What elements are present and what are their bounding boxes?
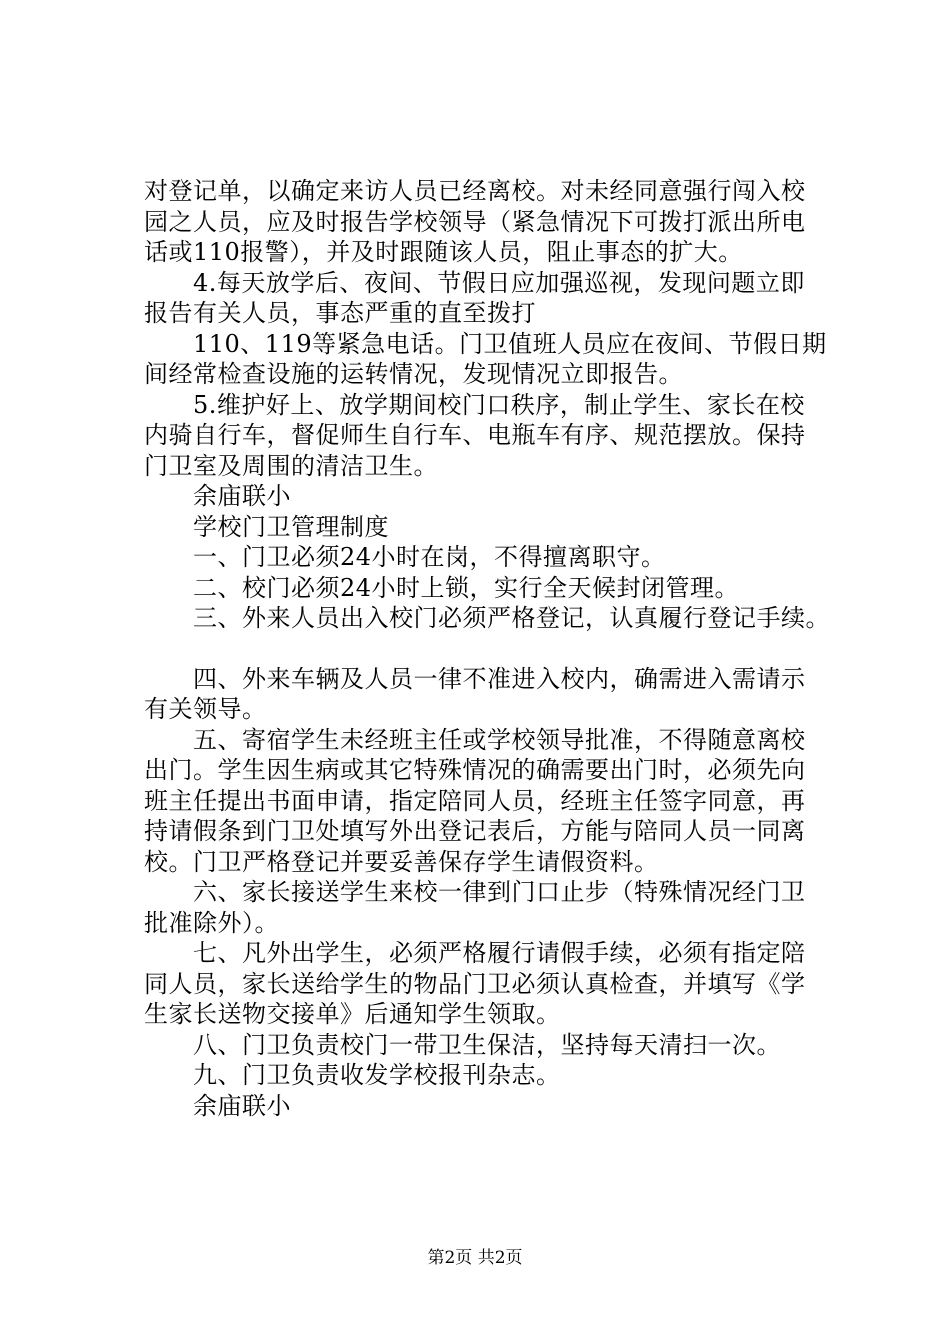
text-line: 班主任提出书面申请，指定陪同人员，经班主任签字同意，再 xyxy=(144,786,806,815)
text-line: 三、外来人员出入校门必须严格登记，认真履行登记手续。 xyxy=(144,604,830,632)
text-line: 间经常检查设施的运转情况，发现情况立即报告。 xyxy=(144,360,683,388)
text-line: 内骑自行车，督促师生自行车、电瓶车有序、规范摆放。保持 xyxy=(144,421,806,449)
text-line: 批准除外）。 xyxy=(144,908,279,937)
text-line: 七、凡外出学生，必须严格履行请假手续，必须有指定陪 xyxy=(144,939,806,967)
text-line: 六、家长接送学生来校一律到门口止步（特殊情况经门卫 xyxy=(144,878,806,906)
text-line: 110、119等紧急电话。门卫值班人员应在夜间、节假日期 xyxy=(144,329,827,358)
text-line: 报告有关人员，事态严重的直至拨打 xyxy=(144,299,536,327)
text-line: 门卫室及周围的清洁卫生。 xyxy=(144,451,438,480)
text-line: 余庙联小 xyxy=(144,482,291,510)
text-line: 4.每天放学后、夜间、节假日应加强巡视，发现问题立即 xyxy=(144,268,805,297)
text-line: 生家长送物交接单》后通知学生领取。 xyxy=(144,1000,561,1028)
text-line: 余庙联小 xyxy=(144,1091,291,1120)
text-line: 对登记单，以确定来访人员已经离校。对未经同意强行闯入校 xyxy=(144,177,806,205)
text-line: 同人员，家长送给学生的物品门卫必须认真检查，并填写《学 xyxy=(144,969,806,998)
text-line: 校。门卫严格登记并要妥善保存学生请假资料。 xyxy=(144,847,659,876)
text-line: 园之人员，应及时报告学校领导（紧急情况下可拨打派出所电 xyxy=(144,207,806,236)
text-line: 学校门卫管理制度 xyxy=(144,512,389,541)
text-line: 二、校门必须24小时上锁，实行全天候封闭管理。 xyxy=(144,573,740,602)
text-line: 出门。学生因生病或其它特殊情况的确需要出门时，必须先向 xyxy=(144,756,806,784)
text-line: 四、外来车辆及人员一律不准进入校内，确需进入需请示 xyxy=(144,664,806,693)
document-body xyxy=(144,176,834,1121)
blank-line xyxy=(144,634,834,664)
text-line: 九、门卫负责收发学校报刊杂志。 xyxy=(144,1061,561,1089)
text-line: 五、寄宿学生未经班主任或学校领导批准，不得随意离校 xyxy=(144,725,806,754)
text-line: 一、门卫必须24小时在岗，不得擅离职守。 xyxy=(144,543,666,571)
page-footer: 第2页 共2页 xyxy=(427,1248,523,1268)
text-line: 持请假条到门卫处填写外出登记表后，方能与陪同人员一同离 xyxy=(144,817,806,845)
text-line: 话或110报警），并及时跟随该人员，阻止事态的扩大。 xyxy=(144,238,743,266)
text-line: 八、门卫负责校门一带卫生保洁，坚持每天清扫一次。 xyxy=(144,1030,781,1059)
text-line: 有关领导。 xyxy=(144,695,267,723)
text-line: 5.维护好上、放学期间校门口秩序，制止学生、家长在校 xyxy=(144,390,805,419)
